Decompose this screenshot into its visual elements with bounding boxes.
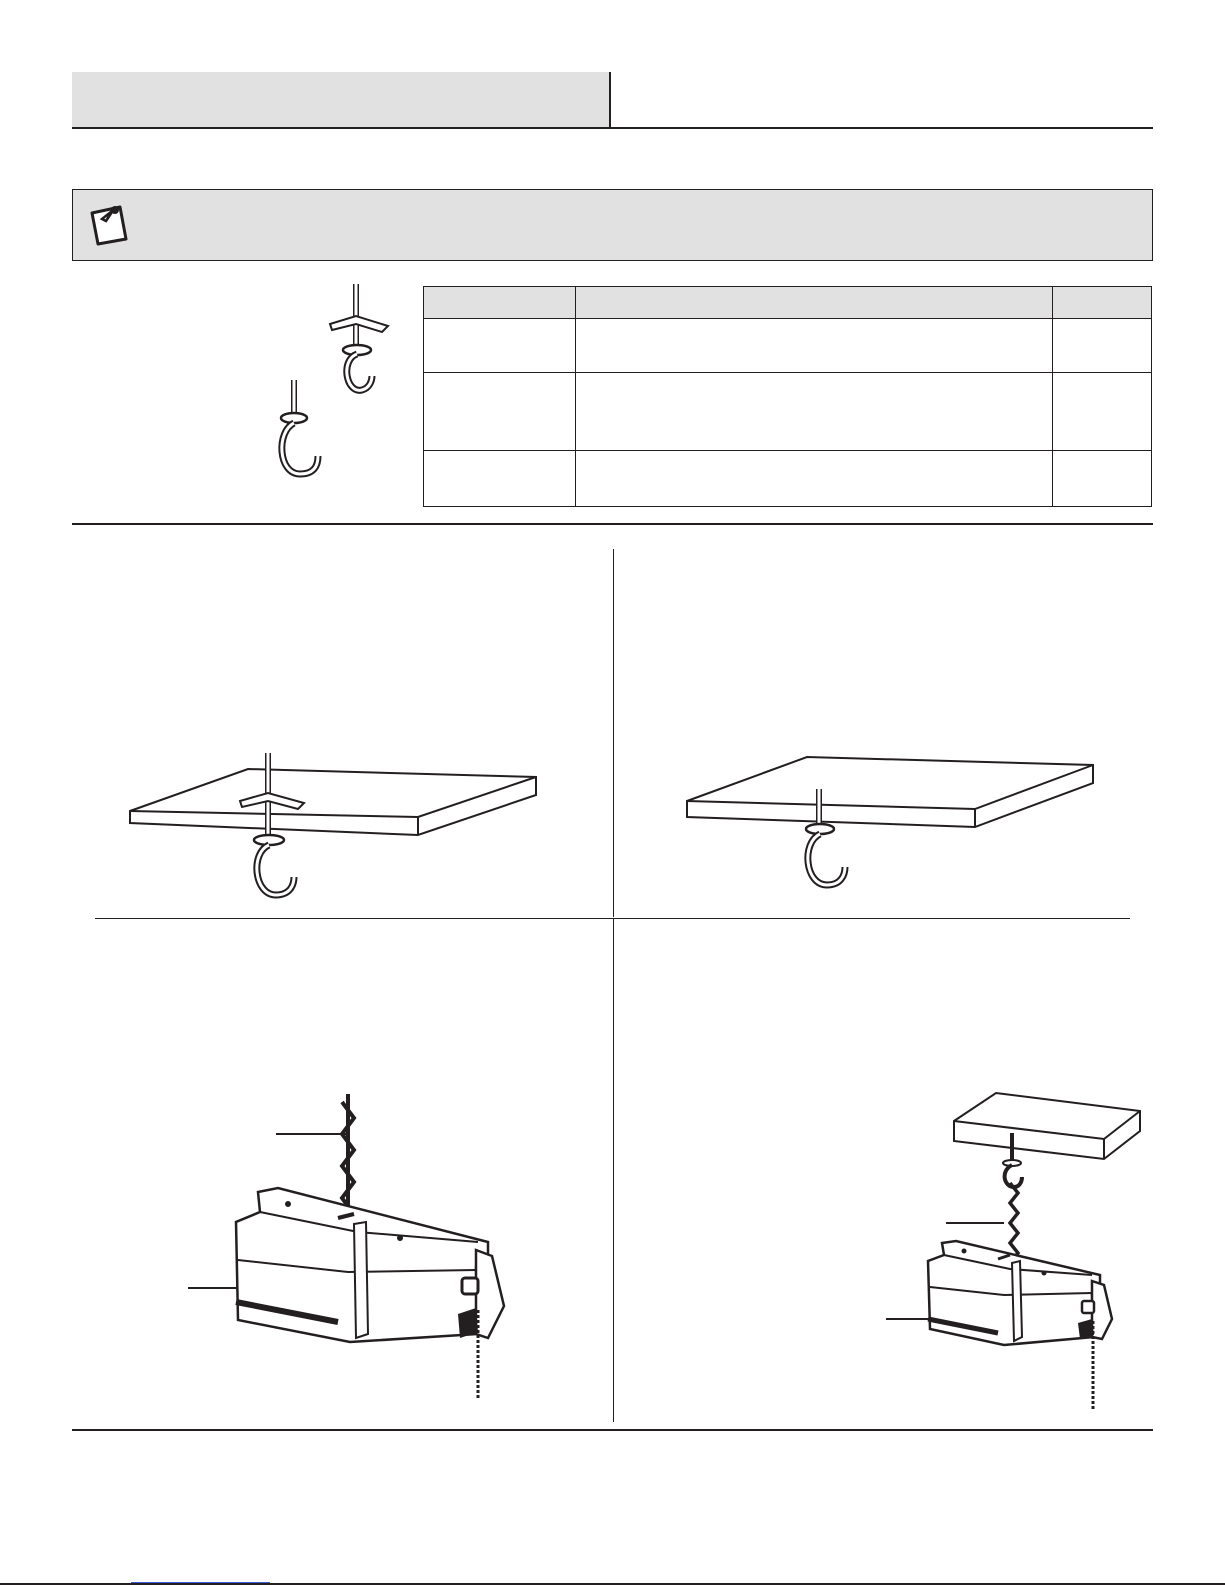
table-row [424, 451, 1152, 507]
column-divider-upper [613, 549, 614, 917]
column-divider-lower [613, 918, 614, 1422]
hung-fixture-figure [880, 1075, 1160, 1415]
table-row [424, 373, 1152, 451]
header-divider [609, 72, 611, 128]
pushpin-note-icon [84, 199, 134, 249]
note-box [72, 189, 1153, 261]
table-header-row [424, 287, 1152, 319]
toggle-bolt-hook-figure [128, 745, 568, 905]
section-rule-bottom [72, 1429, 1153, 1431]
section-rule-top [72, 523, 1153, 525]
header-rule [72, 127, 1153, 129]
hardware-table [423, 286, 1152, 507]
hardware-hooks-illustration [270, 276, 400, 506]
header-bar [72, 72, 610, 128]
screw-hook-figure [685, 755, 1105, 905]
table-row [424, 319, 1152, 373]
chain-fixture-figure [188, 1092, 528, 1412]
